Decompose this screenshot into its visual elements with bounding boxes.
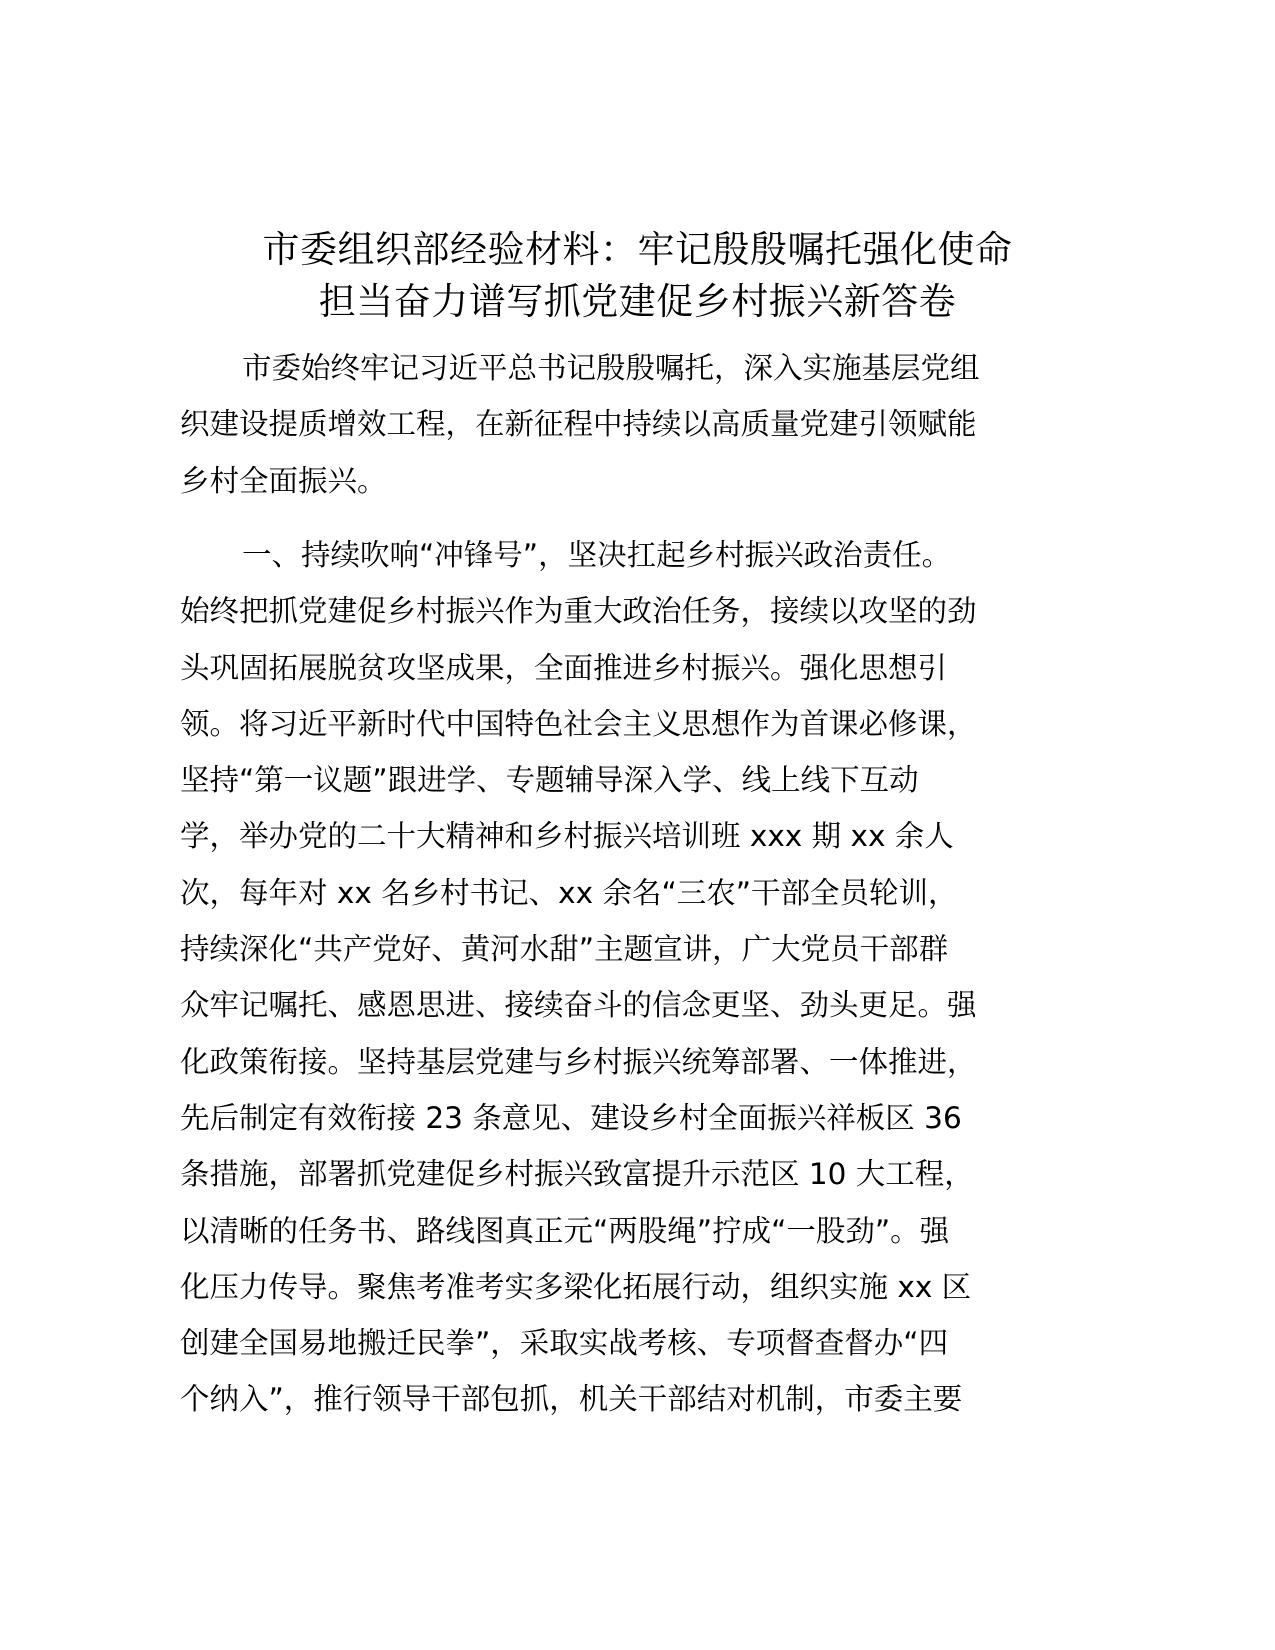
paragraph-line: 织建设提质增效工程，在新征程中持续以高质量党建引领赋能 bbox=[180, 407, 977, 442]
paragraph-line: 创建全国易地搬迁民拳”，采取实战考核、专项督查督办“四 bbox=[180, 1326, 949, 1361]
section-heading-line: 一、持续吹响“冲锋号”，坚决扛起乡村振兴政治责任。 bbox=[242, 538, 952, 572]
document-title bbox=[150, 224, 1125, 328]
paragraph-line: 学，举办党的二十大精神和乡村振兴培训班 xxx 期 xx 余人 bbox=[180, 819, 954, 854]
paragraph-line: 乡村全面振兴。 bbox=[180, 463, 387, 498]
intro-paragraph bbox=[180, 340, 1100, 509]
title-line-2: 担当奋力谱写抓党建促乡村振兴新答卷 bbox=[318, 280, 957, 323]
title-line-1: 市委组织部经验材料：牢记殷殷嘱托强化使命 bbox=[262, 228, 1013, 271]
paragraph-line: 条措施，部署抓党建促乡村振兴致富提升示范区 10 大工程， bbox=[180, 1157, 974, 1192]
paragraph-line: 坚持“第一议题”跟进学、专题辅导深入学、线上线下互动 bbox=[180, 763, 919, 798]
paragraph-line: 头巩固拓展脱贫攻坚成果，全面推进乡村振兴。强化思想引 bbox=[180, 650, 948, 685]
paragraph-line: 先后制定有效衔接 23 条意见、建设乡村全面振兴祥板区 36 bbox=[180, 1100, 962, 1135]
paragraph-line: 化政策衔接。坚持基层党建与乡村振兴统筹部署、一体推进， bbox=[180, 1044, 977, 1079]
section-one-paragraph bbox=[180, 527, 1100, 1428]
paragraph-line: 市委始终牢记习近平总书记殷殷嘱托，深入实施基层党组 bbox=[242, 351, 980, 385]
paragraph-line: 始终把抓党建促乡村振兴作为重大政治任务，接续以攻坚的劲 bbox=[180, 594, 977, 629]
paragraph-line: 化压力传导。聚焦考准考实多梁化拓展行动，组织实施 xx 区 bbox=[180, 1269, 972, 1304]
paragraph-line: 持续深化“共产党好、黄河水甜”主题宣讲，广大党员干部群 bbox=[180, 932, 949, 967]
paragraph-line: 领。将习近平新时代中国特色社会主义思想作为首课必修课， bbox=[180, 706, 977, 741]
paragraph-line: 众牢记嘱托、感恩思进、接续奋斗的信念更坚、劲头更足。强 bbox=[180, 988, 977, 1023]
paragraph-line: 个纳入”，推行领导干部包抓，机关干部结对机制，市委主要 bbox=[180, 1382, 963, 1417]
paragraph-line: 次，每年对 xx 名乡村书记、xx 余名“三农”干部全员轮训， bbox=[180, 875, 958, 910]
paragraph-line: 以清晰的任务书、路线图真正元“两股绳”拧成“一股劲”。强 bbox=[180, 1213, 950, 1248]
